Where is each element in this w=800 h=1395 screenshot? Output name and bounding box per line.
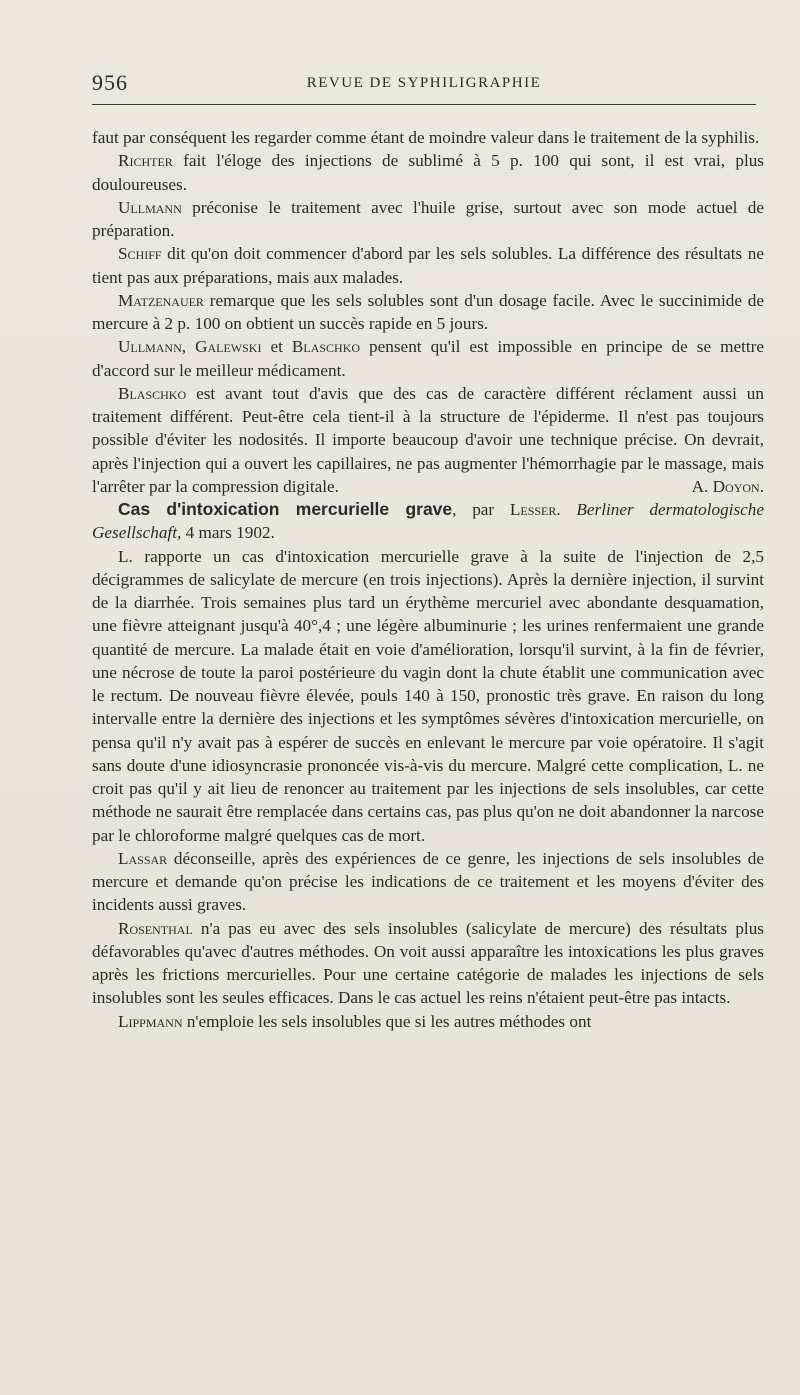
paragraph [92,149,764,196]
paragraph [92,382,764,498]
person-name: Lassar [118,848,168,868]
person-name: Rosenthal [118,918,193,938]
paragraph [92,917,764,1010]
paragraph [92,196,764,243]
article-source: Berliner dermatologische Gesellschaft, [92,500,765,543]
running-head: REVUE DE SYPHILIGRAPHIE [306,75,542,91]
article-heading [92,498,764,545]
paragraph-text: déconseille, après des expériences de ce genre, les injections de sels insolubles de mercure et demande qu'on précise les indications de ce traitement et les moyens d'éviter des incidents aussi graves. [92,848,764,915]
header-rule [92,104,756,105]
paragraph [92,335,764,382]
paragraph [92,545,764,847]
paragraph-text: est avant tout d'avis que des cas de caractère différent réclament aussi un traitement différent. Peut-être cela tient-il à la structure de l'épiderme. Il n'est pas toujours possible d'éviter les nodosités. Il importe beaucoup d'avoir une technique précise. On devrait, après l'injection qui a ouvert les capillaires, ne pas augmenter l'hémorrhagie par le massage, mais l'arrêter par la compression digitale. [92,383,764,496]
paragraph-text: n'a pas eu avec des sels insolubles (salicylate de mercure) des résultats plus défavorables qu'avec d'autres méthodes. On voit aussi apparaître les intoxications les plus graves après les frictions mercurielles. Pour une certaine catégorie de malades les injections de sels insolubles sont les seules efficaces. Dans le cas actuel les reins n'étaient peut-être pas intacts. [92,918,764,1008]
person-name: Richter [118,151,173,171]
paragraph [92,126,764,149]
paragraph [92,1010,764,1033]
person-name: Schiff [118,244,162,264]
article-date: 4 mars 1902. [181,523,275,543]
separator: , par [452,500,510,519]
paragraph-text: remarque que les sels solubles sont d'un dosage facile. Avec le succinimide de mercure à 2 p. 100 on obtient un succès rapide en 5 jours. [92,290,764,333]
paragraph-text: fait l'éloge des injections de sublimé à 5 p. 100 qui sont, il est vrai, plus douloureuses. [92,151,764,194]
article-body [92,126,764,1033]
person-name: Blaschko [291,337,361,357]
separator: , [181,337,196,357]
signature: A. Doyon. [691,476,764,496]
paragraph-text: pensent qu'il est impossible en principe de se mettre d'accord sur le meilleur médicament. [92,337,765,380]
person-name: Lippmann [118,1011,183,1031]
paragraph-text: préconise le traitement avec l'huile grise, surtout avec son mode actuel de préparation. [92,197,764,240]
paragraph-text: dit qu'on doit commencer d'abord par les sels solubles. La différence des résultats ne tient pas aux préparations, mais aux malades. [92,244,764,287]
page-header [92,70,756,98]
paragraph [92,242,764,289]
person-name: Ullmann [118,197,182,217]
paragraph [92,847,764,917]
paragraph [92,289,764,336]
page-number: 956 [92,70,128,95]
paragraph-text: n'emploie les sels insolubles que si les autres méthodes ont [182,1011,592,1031]
separator: et [261,337,292,357]
person-name: Galewski [195,337,262,357]
paragraph-text: L. rapporte un cas d'intoxication mercurielle grave à la suite de l'injection de 2,5 décigrammes de salicylate de mercure (en trois injections). Après la dernière injection, il survint de la diarrhée. Trois semaines plus tard un érythème mercuriel avec abondante desquamation, une fièvre atteignant jusqu'à 40°,4 ; une légère albuminurie ; les urines renfermaient une grande quantité de mercure. La malade était en voie d'amélioration, lorsqu'il survint, à la fin de février, une nécrose de toute la paroi postérieure du vagin dont la chute établit une communication avec le rectum. De nouveau fièvre élevée, pouls 140 à 150, pronostic très grave. En raison du long intervalle entre la dernière des injections et les symptômes sévères d'intoxication mercurielle, on pensa qu'il n'y avait pas à espérer de succès en enlevant le mercure par voie opératoire. Il s'agit sans doute d'une idiosyncrasie prononcée vis-à-vis du mercure. Malgré cette complication, L. ne croit pas qu'il y ait lieu de renoncer au traitement par les injections de sels insolubles, car cette méthode ne saurait être remplacée dans certains cas, pas plus qu'on ne doit abandonner la narcose par le chloroforme malgré quelques cas de mort. [92,546,764,845]
paragraph-text: faut par conséquent les regarder comme étant de moindre valeur dans le traitement de la syphilis. [92,128,760,147]
person-name: Matzenauer [118,290,204,310]
person-name: Ullmann [118,337,182,357]
article-title: Cas d'intoxication mercurielle grave [118,499,453,519]
article-author: Lesser. [509,500,561,519]
person-name: Blaschko [118,383,187,403]
